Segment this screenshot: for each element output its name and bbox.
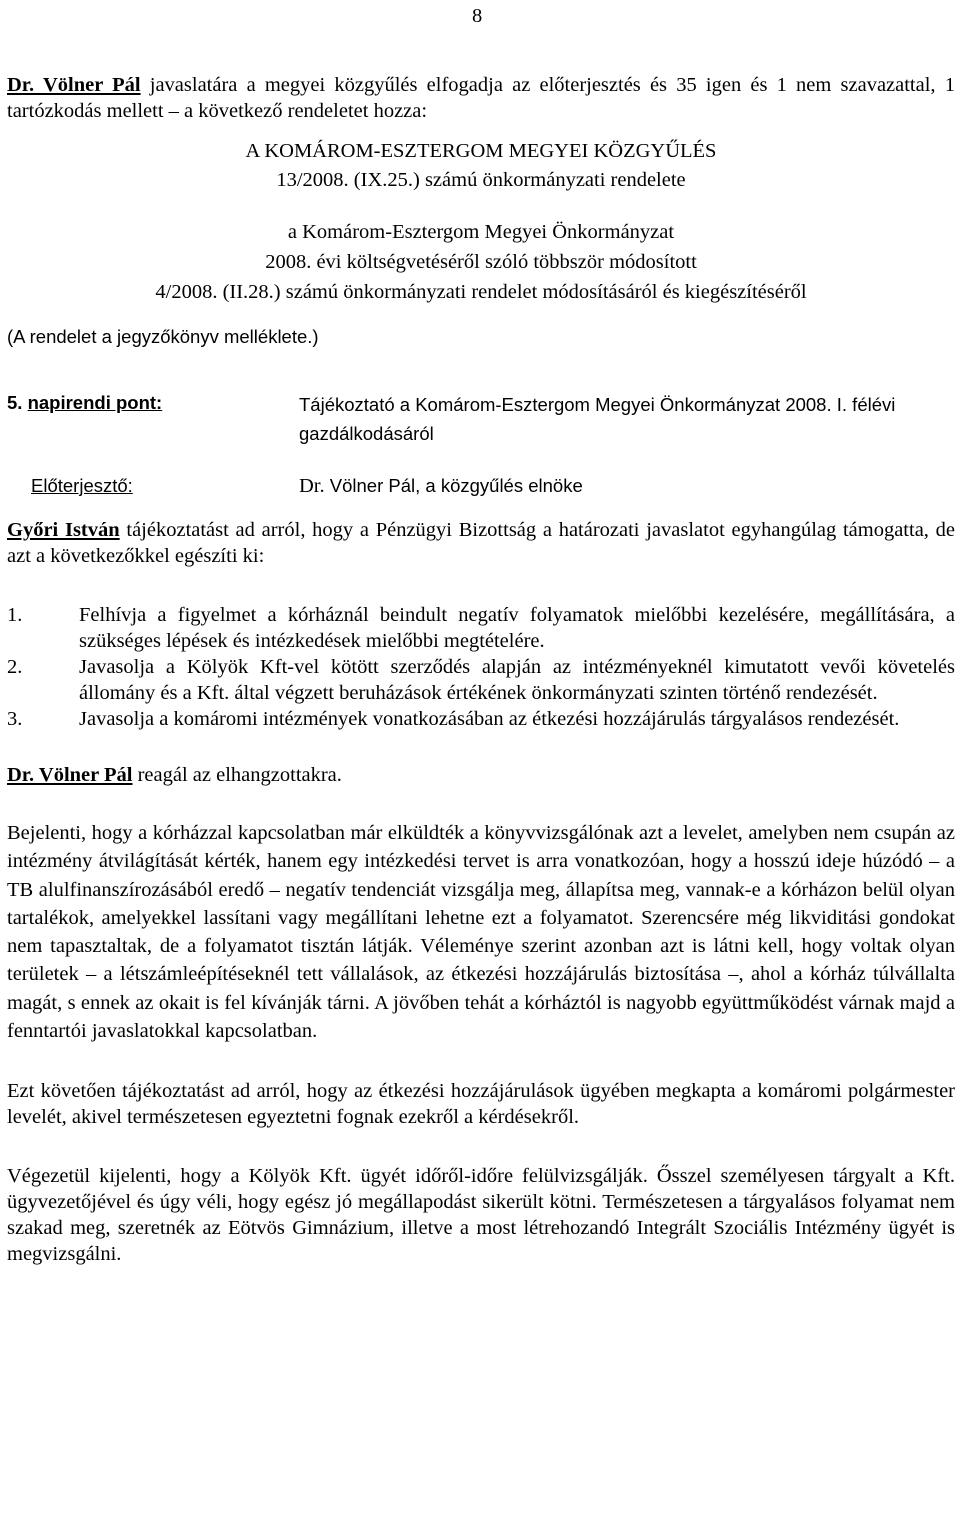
list-item-number: 3. [7,708,23,730]
decree-subtitle [7,217,955,307]
gyori-text: tájékoztatást ad arról, hogy a Pénzügyi Bizottság a határozati javaslatot egyhangúlag támogatta, de azt a következőkkel egészíti ki: [7,519,955,567]
agenda-block [7,390,955,520]
body-paragraph-3: Végezetül kijelenti, hogy a Kölyök Kft. ügyét időről-időre felülvizsgálják. Ősszel személyesen tárgyalt a Kft. ügyvezetőjével és úgy véli, hogy egész jó megállapodást sikerült kötni. Természetesen a tárgyalásos folyamat nem szakad meg, szeretnék az Eötvös Gimnázium, illetve a most létrehozandó Integrált Szociális Intézmény ügyét is megvizsgálni. [7,1165,955,1266]
decree-subtitle-line1: a Komárom-Esztergom Megyei Önkormányzat [287,221,675,243]
reply-text: reagál az elhangzottakra. [132,764,342,786]
intro-text: javaslatára a megyei közgyűlés elfogadja az előterjesztés és 35 igen és 1 nem szavazattal, 1 tartózkodás mellett – a következő rendeletet hozza: [7,74,955,122]
gyori-paragraph [7,517,955,569]
list-item-text: Javasolja a Kölyök Kft-vel kötött szerződés alapján az intézményeknél kimutatott vevői követelés állomány és a Kft. által végzett beruházások értékének önkormányzati szinten történő rendezését. [79,656,955,704]
decree-title-line2: 13/2008. (IX.25.) számú önkormányzati rendelete [276,169,686,191]
body-paragraph-2: Ezt követően tájékoztatást ad arról, hogy az étkezési hozzájárulások ügyében megkapta a komáromi polgármester levelét, akivel természetesen egyeztetni fognak ezekről a kérdésekről. [7,1080,955,1129]
list-item-number: 1. [7,604,23,626]
list-item [7,706,955,732]
presenter [299,473,583,499]
presenter-prefix: Dr. [299,475,325,497]
body-paragraph-1: Bejelenti, hogy a kórházzal kapcsolatban már elküldték a könyvvizsgálónak azt a levelet, amelyben nem csupán az intézmény átvilágítását kérték, hanem egy intézkedési tervet is arra vonatkozóan, hogy a hosszú ideje húzódó – a TB alulfinanszírozásából eredő – negatív tendenciát vizsgálja meg, állapítsa meg, vannak-e a kórházon belül olyan tartalékok, amelyekkel lassítani vagy megállítani lehetne ezt a folyamatot. Szerencsére még likviditási gondokat nem tapasztaltak, de a folyamatot tisztán látják. Véleménye szerint azonban azt is látni kell, hogy voltak olyan területek – a létszámleépítéseknél tett vállalások, az étkezési hozzájárulás biztosítása –, ahol a kórház túlvállalta magát, s ennek az okait is fel kívánják tárni. A jövőben tehát a kórháztól is nagyobb együttműködést várnak majd a fenntartói javaslatokkal kapcsolatban. [7,822,955,1043]
decree-title-line1: A KOMÁROM-ESZTERGOM MEGYEI KÖZGYŰLÉS [245,140,717,162]
intro-speaker: Dr. Völner Pál [7,74,141,96]
agenda-number: 5. [7,392,23,413]
agenda-label [7,390,162,416]
list-item [7,654,955,706]
decree-subtitle-line2: 2008. évi költségvetéséről szóló többször módosított [265,251,697,273]
intro-paragraph [7,72,955,124]
page-number: 8 [472,5,483,27]
decree-title [7,136,955,193]
presenter-label: Előterjesztő: [31,475,133,496]
reply-speaker: Dr. Völner Pál [7,764,133,786]
decree-subtitle-line3: 4/2008. (II.28.) számú önkormányzati rendelet módosításáról és kiegészítéséről [155,281,807,303]
gyori-speaker: Győri István [7,519,120,541]
list-item-text: Javasolja a komáromi intézmények vonatkozásában az étkezési hozzájárulás tárgyalásos rendezését. [79,708,900,730]
document-body [7,72,955,1267]
list-item-text: Felhívja a figyelmet a kórháznál beindult negatív folyamatok mielőbbi kezelésére, megállítására, a szükséges lépések és intézkedések mielőbbi megtételére. [79,604,955,652]
proposal-list [7,602,955,732]
agenda-topic: Tájékoztató a Komárom-Esztergom Megyei Önkormányzat 2008. I. félévi gazdálkodásáról [299,394,896,444]
list-item [7,602,955,654]
reply-paragraph [7,762,955,788]
presenter-name: Völner Pál, a közgyűlés elnöke [324,475,583,496]
decree-note: (A rendelet a jegyzőkönyv melléklete.) [7,326,319,347]
list-item-number: 2. [7,656,23,678]
agenda-label-text: napirendi pont: [27,392,163,413]
